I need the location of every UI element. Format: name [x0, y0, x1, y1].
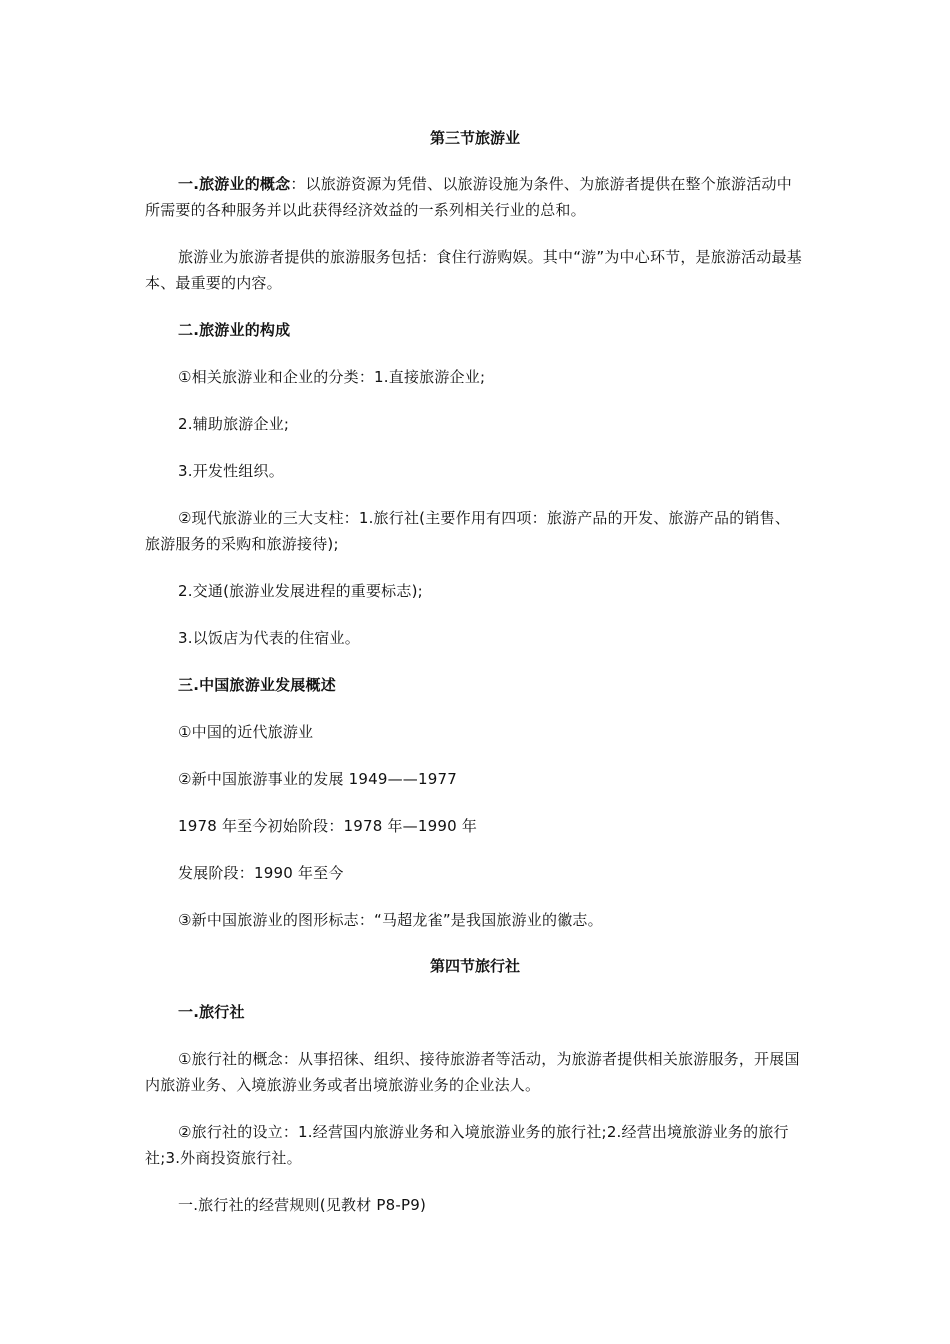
- three-pillars-item-3: 3.以饭店为代表的住宿业。: [178, 629, 360, 647]
- travel-agency-heading: 一.旅行社: [178, 1003, 245, 1021]
- section-3-title: 第三节旅游业: [429, 129, 520, 147]
- travel-agency-establishment-paragraph: ②旅行社的设立：1.经营国内旅游业务和入境旅游业务的旅行社;2.经营出境旅游业务的旅行社;3.外商投资旅行社。: [145, 1123, 789, 1167]
- tourism-concept-paragraph: [145, 171, 805, 223]
- development-stage-item: 发展阶段：1990 年至今: [178, 864, 344, 882]
- tourism-services-paragraph: 旅游业为旅游者提供的旅游服务包括：食住行游购娱。其中“游”为中心环节，是旅游活动最基本、最重要的内容。: [145, 248, 802, 292]
- tourism-structure-heading: 二.旅游业的构成: [178, 321, 291, 339]
- travel-agency-rules-paragraph: 一.旅行社的经营规则(见教材 P8-P9): [178, 1196, 427, 1214]
- three-pillars-item-2: 2.交通(旅游业发展进程的重要标志);: [178, 582, 423, 600]
- tourism-emblem-item: ③新中国旅游业的图形标志：“马超龙雀”是我国旅游业的徽志。: [178, 911, 603, 929]
- new-china-development-item: ②新中国旅游事业的发展 1949——1977: [178, 770, 457, 788]
- modern-tourism-item: ①中国的近代旅游业: [178, 723, 314, 741]
- document-page: [145, 126, 805, 1239]
- initial-stage-item: 1978 年至今初始阶段：1978 年—1990 年: [178, 817, 478, 835]
- section-4-title: 第四节旅行社: [429, 957, 520, 975]
- enterprise-classification-item-3: 3.开发性组织。: [178, 462, 284, 480]
- enterprise-classification-item-2: 2.辅助旅游企业;: [178, 415, 290, 433]
- tourism-concept-text: ：以旅游资源为凭借、以旅游设施为条件、为旅游者提供在整个旅游活动中所需要的各种服务并以此获得经济效益的一系列相关行业的总和。: [145, 175, 792, 219]
- china-tourism-overview-heading: 三.中国旅游业发展概述: [178, 676, 336, 694]
- travel-agency-concept-paragraph: ①旅行社的概念：从事招徕、组织、接待旅游者等活动，为旅游者提供相关旅游服务，开展国内旅游业务、入境旅游业务或者出境旅游业务的企业法人。: [145, 1050, 800, 1094]
- tourism-concept-heading: 一.旅游业的概念: [178, 175, 291, 193]
- three-pillars-item-1: ②现代旅游业的三大支柱：1.旅行社(主要作用有四项：旅游产品的开发、旅游产品的销售、旅游服务的采购和旅游接待);: [145, 509, 791, 553]
- enterprise-classification-item-1: ①相关旅游业和企业的分类：1.直接旅游企业;: [178, 368, 486, 386]
